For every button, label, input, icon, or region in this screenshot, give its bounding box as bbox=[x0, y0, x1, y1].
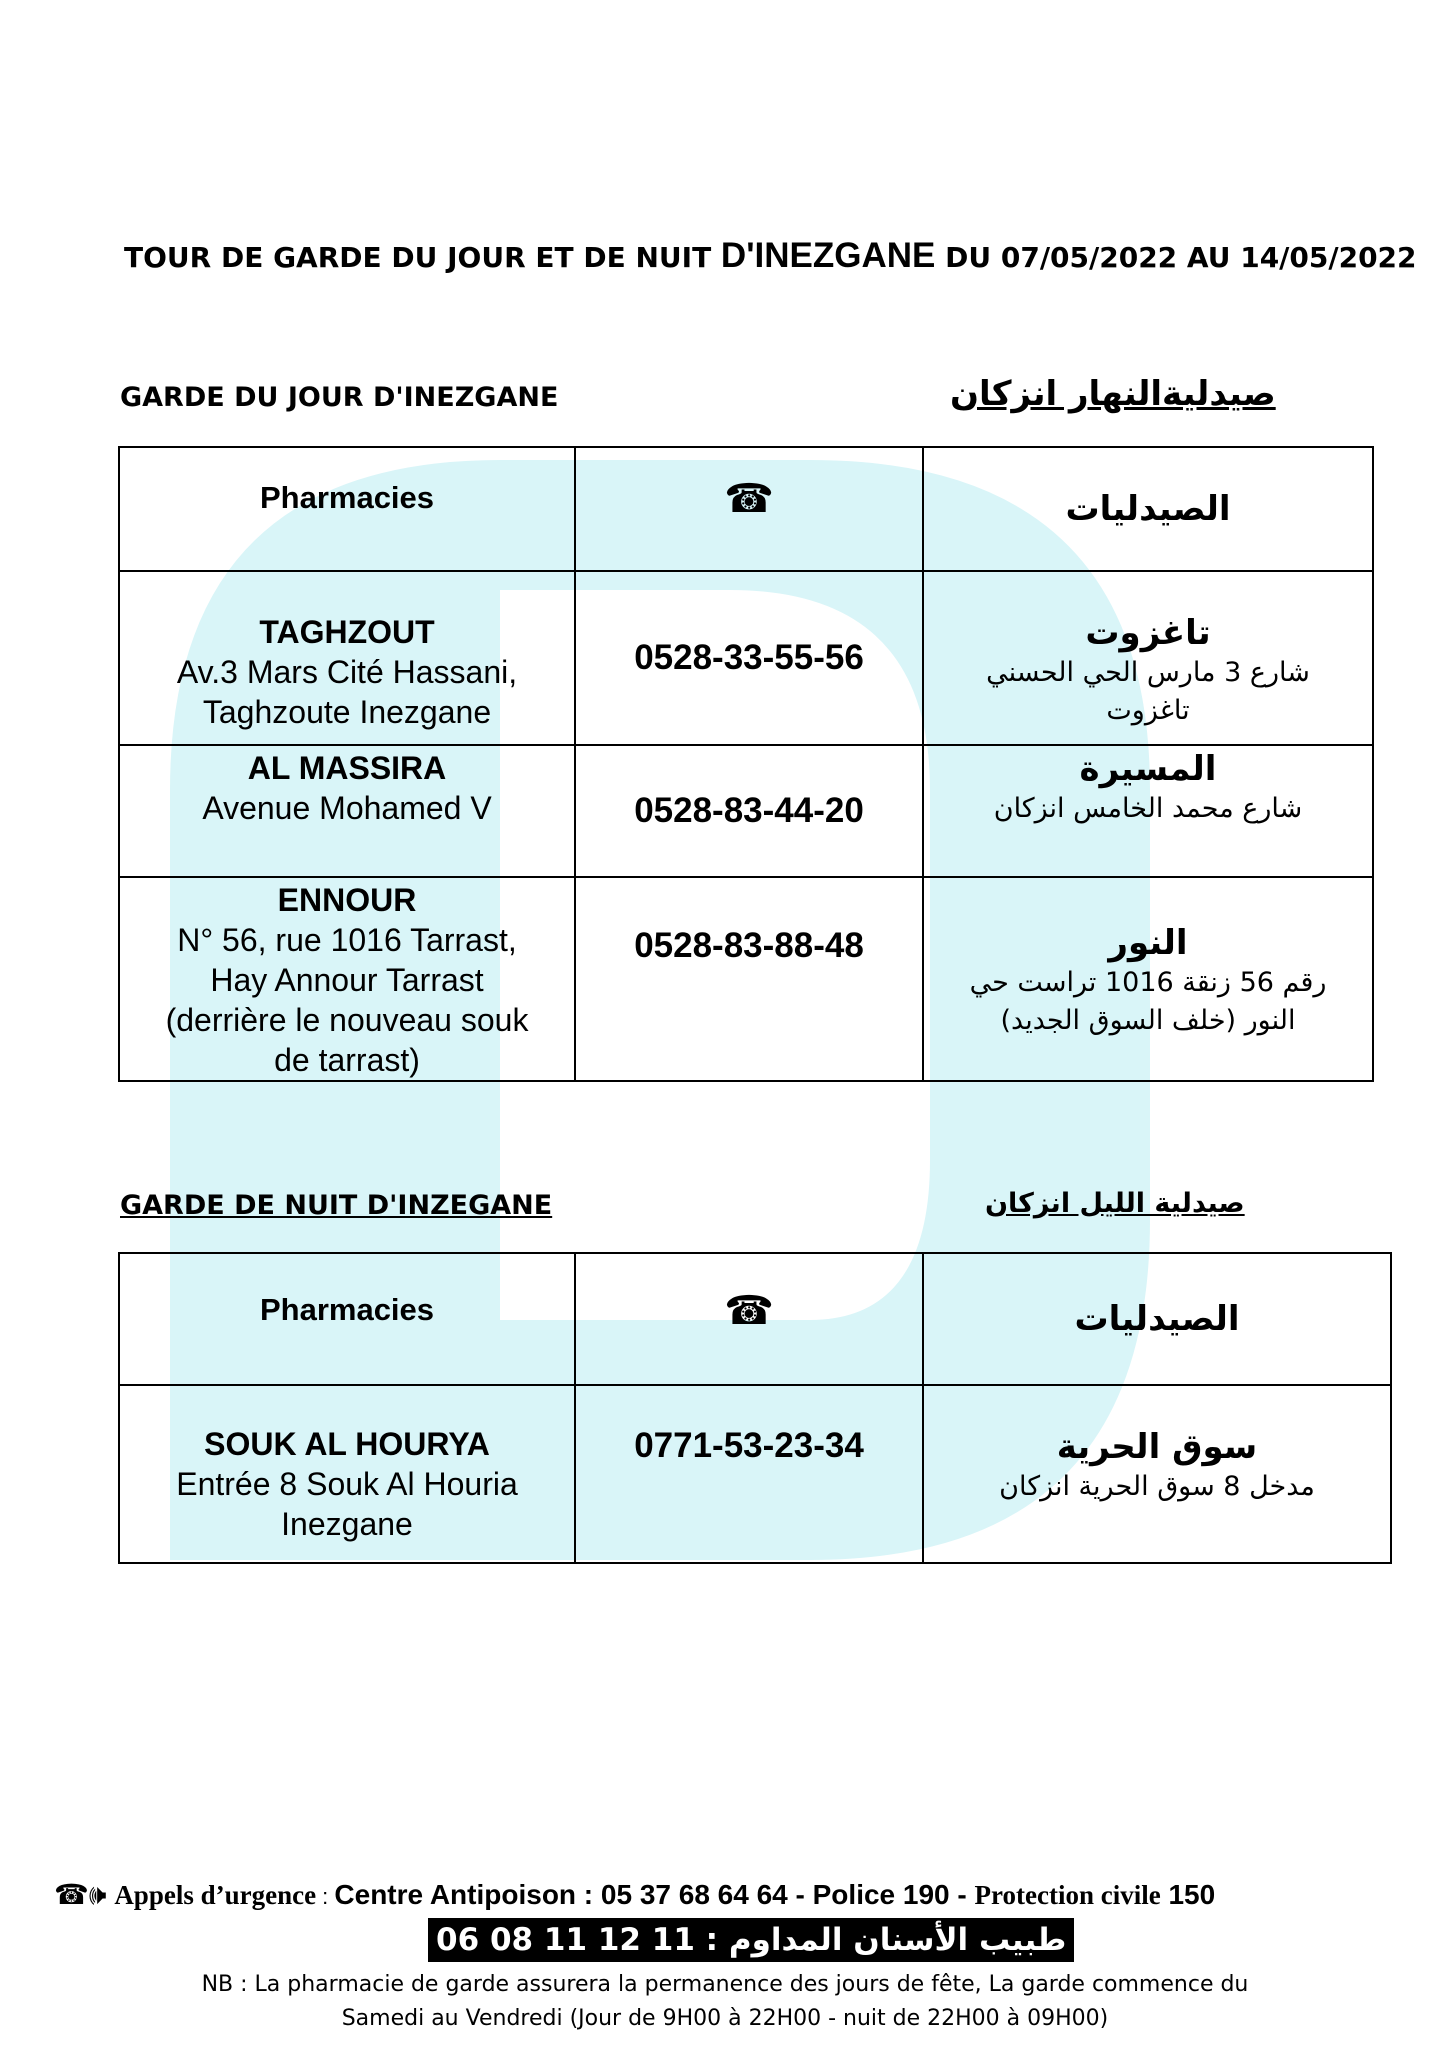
day-pharmacies-table bbox=[118, 446, 1374, 1082]
table-row bbox=[119, 877, 1373, 1081]
phone-icon: ☎ bbox=[575, 1253, 923, 1385]
pharmacy-name-ar: تاغزوت bbox=[1085, 613, 1211, 653]
pharmacy-cell-fr bbox=[119, 745, 575, 877]
emergency-colon: : bbox=[316, 1884, 335, 1909]
pharmacy-phone: 0528-33-55-56 bbox=[575, 571, 923, 745]
pharmacy-address: N° 56, rue 1016 Tarrast, Hay Annour Tarrast (derrière le nouveau souk de tarrast) bbox=[165, 922, 529, 1078]
pharmacy-cell-ar bbox=[923, 1385, 1391, 1563]
note-line-1: NB : La pharmacie de garde assurera la permanence des jours de fête, La garde commence du bbox=[201, 1972, 1249, 1997]
note bbox=[130, 1968, 1320, 2036]
pharmacy-address-ar: مدخل 8 سوق الحرية انزكان bbox=[999, 1471, 1315, 1502]
pharmacy-name: AL MASSIRA bbox=[247, 750, 447, 786]
emergency-calls-line bbox=[54, 1878, 1414, 1912]
title-dates: DU 07/05/2022 AU 14/05/2022 bbox=[945, 241, 1417, 274]
pharmacy-address: Entrée 8 Souk Al Houria Inezgane bbox=[176, 1466, 518, 1542]
night-heading-ar: صيدلية الليل انزكان bbox=[985, 1188, 1245, 1219]
emergency-label: Appels d’urgence bbox=[114, 1880, 317, 1910]
civil-protection-label: Protection civile bbox=[974, 1880, 1161, 1910]
column-header-pharmacies-ar: الصيدليات bbox=[923, 447, 1373, 571]
day-heading-fr: GARDE DU JOUR D'INEZGANE bbox=[120, 382, 559, 413]
column-header-pharmacies: Pharmacies bbox=[119, 447, 575, 571]
column-header-pharmacies: Pharmacies bbox=[119, 1253, 575, 1385]
table-header-row bbox=[119, 447, 1373, 571]
title-prefix: TOUR DE GARDE DU JOUR ET DE NUIT bbox=[124, 241, 712, 274]
pharmacy-address-ar: شارع 3 مارس الحي الحسني تاغزوت bbox=[986, 657, 1310, 726]
pharmacy-phone: 0771-53-23-34 bbox=[575, 1385, 923, 1563]
pharmacy-cell-fr bbox=[119, 1385, 575, 1563]
night-pharmacies-table bbox=[118, 1252, 1392, 1564]
pharmacy-name: TAGHZOUT bbox=[259, 614, 435, 650]
table-row bbox=[119, 571, 1373, 745]
table-row bbox=[119, 1385, 1391, 1563]
dentist-on-duty: طبيب الأسنان المداوم : 11 12 11 08 06 bbox=[428, 1918, 1074, 1962]
pharmacy-address: Avenue Mohamed V bbox=[202, 790, 492, 826]
phone-icon: ☎ bbox=[575, 447, 923, 571]
night-heading-fr: GARDE DE NUIT D'INZEGANE bbox=[120, 1190, 553, 1221]
antipoison-police: Centre Antipoison : 05 37 68 64 64 - Police 190 bbox=[334, 1879, 950, 1910]
pharmacy-phone: 0528-83-88-48 bbox=[575, 877, 923, 1081]
table-row bbox=[119, 745, 1373, 877]
note-line-2: Samedi au Vendredi (Jour de 9H00 à 22H00 - nuit de 22H00 à 09H00) bbox=[341, 2006, 1109, 2031]
column-header-pharmacies-ar: الصيدليات bbox=[923, 1253, 1391, 1385]
pharmacy-cell-ar bbox=[923, 571, 1373, 745]
pharmacy-phone: 0528-83-44-20 bbox=[575, 745, 923, 877]
footer-dash: - bbox=[949, 1879, 975, 1910]
pharmacy-cell-fr bbox=[119, 877, 575, 1081]
pharmacy-cell-ar bbox=[923, 745, 1373, 877]
pharmacy-name: ENNOUR bbox=[277, 882, 417, 918]
pharmacy-address-ar: رقم 56 زنقة 1016 تراست حي النور (خلف السوق الجديد) bbox=[969, 967, 1327, 1036]
title-town: D'INEZGANE bbox=[720, 236, 936, 275]
pharmacy-name: SOUK AL HOURYA bbox=[204, 1426, 490, 1462]
pharmacy-name-ar: المسيرة bbox=[1079, 749, 1217, 789]
day-heading-ar: صيدليةالنهار انزكان bbox=[950, 374, 1276, 414]
table-header-row bbox=[119, 1253, 1391, 1385]
page-title bbox=[124, 236, 1417, 276]
pharmacy-cell-ar bbox=[923, 877, 1373, 1081]
pharmacy-name-ar: سوق الحرية bbox=[1056, 1427, 1258, 1467]
pharmacy-name-ar: النور bbox=[1108, 923, 1188, 963]
pharmacy-address: Av.3 Mars Cité Hassani, Taghzoute Inezgane bbox=[176, 654, 518, 730]
pharmacy-cell-fr bbox=[119, 571, 575, 745]
pharmacy-address-ar: شارع محمد الخامس انزكان bbox=[993, 793, 1303, 824]
phone-speaker-icon: ☎🕪 bbox=[54, 1879, 107, 1910]
civil-protection-number: 150 bbox=[1168, 1879, 1216, 1910]
